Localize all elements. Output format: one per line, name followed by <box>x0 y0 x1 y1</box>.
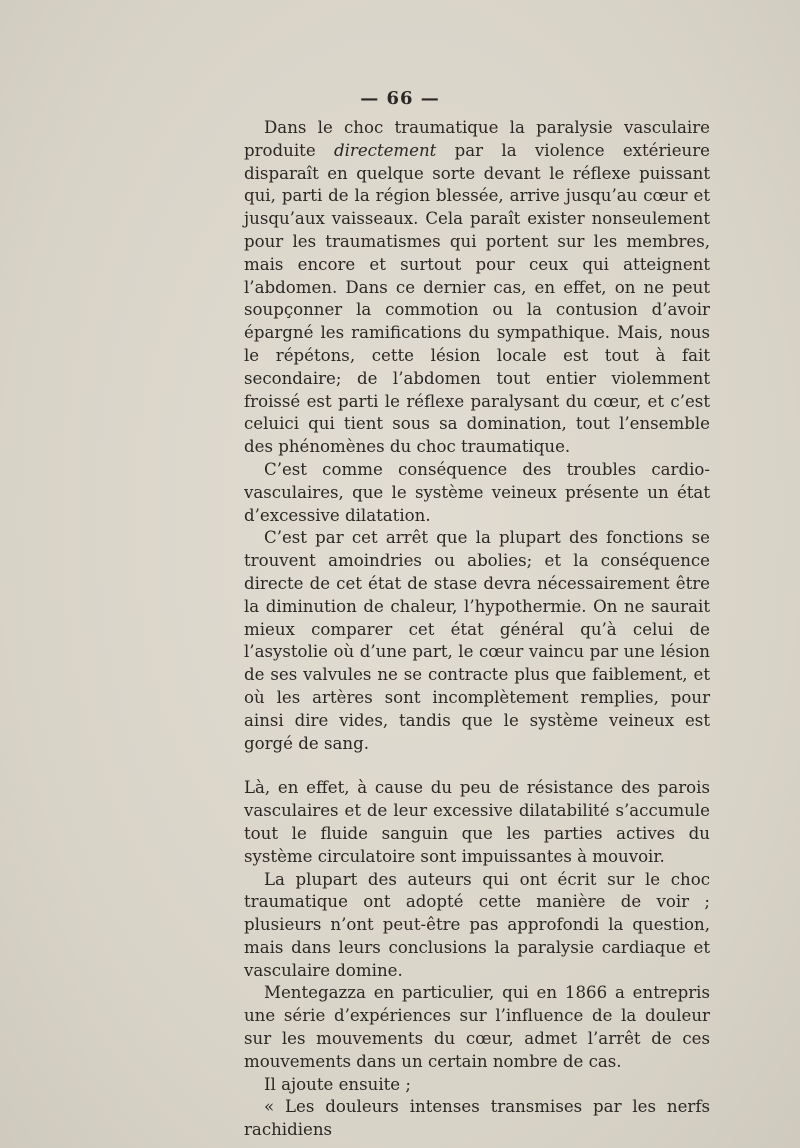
body-text <box>244 117 710 1142</box>
paragraph-6: Mentegazza en particulier, qui en 1866 a entrepris une série d’expériences sur l’influence de la douleur sur les mouvements du cœur, admet l’arrêt de ces mouvements dans un certain nombre de cas. <box>244 983 710 1071</box>
paragraph-3: C’est par cet arrêt que la plupart des fonctions se trouvent amoindries ou abolies; et la conséquence directe de cet état de stase devra nécessairement être la diminution de chaleur, l’hypothermie. On ne saurait mieux comparer cet état général qu’à celui de l’asystolie où d’une part, le cœur vaincu par une lésion de ses valvules ne se contracte plus que faiblement, et où les artères sont incomplètement remplies, pour ainsi dire vides, tandis que le système veineux est gorgé de sang. <box>244 528 710 753</box>
paragraph-5: La plupart des auteurs qui ont écrit sur le choc traumatique ont adopté cette manière de voir ; plusieurs n’ont peut-être pas approfondi la question, mais dans leurs conclusions la paralysie cardiaque et vasculaire domine. <box>244 869 710 980</box>
paragraph-2: C’est comme conséquence des troubles cardio-vasculaires, que le système veineux présente un état d’excessive dilatation. <box>244 459 710 525</box>
paragraph-4: Là, en effet, à cause du peu de résistance des parois vasculaires et de leur excessive dilatabilité s’accumule tout le fluide sanguin que les parties actives du système circulatoire sont impuissantes à mouvoir. <box>244 778 710 866</box>
paragraph-7: Il ajoute ensuite ; <box>264 1074 411 1094</box>
paragraph-8: « Les douleurs intenses transmises par les nerfs rachidiens <box>244 1097 710 1140</box>
emphasized-word: directement <box>333 140 437 160</box>
page-number: — 66 — <box>360 88 440 109</box>
paragraph-1: Dans le choc traumatique la paralysie vasculaire produite directement par la violence extérieure disparaît en quelque sorte devant le réflexe puissant qui, parti de la région blessée, arrive jusqu’au cœur et jusqu’aux vaisseaux. Cela paraît exister nonseulement pour les traumatismes qui portent sur les membres, mais encore et surtout pour ceux qui atteignent l’abdomen. Dans ce dernier cas, en effet, on ne peut soupçonner la commotion ou la contusion d’avoir épargné les ramifications du sympathique. Mais, nous le répétons, cette lésion locale est tout à fait secondaire; de l’abdomen tout entier violemment froissé est parti le réflexe paralysant du cœur, et c’est celuici qui tient sous sa domination, tout l’ensemble des phénomènes du choc traumatique. <box>244 118 710 457</box>
